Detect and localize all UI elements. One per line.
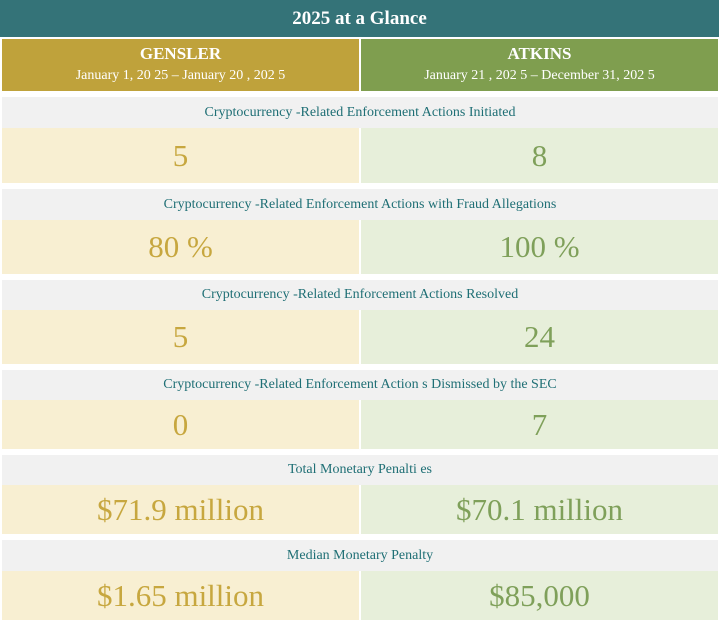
row-label-dismissed: Cryptocurrency -Related Enforcement Action s Dismissed by the SEC <box>2 370 718 400</box>
row-label-fraud: Cryptocurrency -Related Enforcement Actions with Fraud Allegations <box>2 189 718 220</box>
atkins-value-initiated: 8 <box>361 128 718 183</box>
row-label-total-penalties: Total Monetary Penalti es <box>2 455 718 485</box>
atkins-dates: January 21 , 202 5 – December 31, 202 5 <box>424 68 655 83</box>
atkins-value-fraud: 100 % <box>361 220 718 274</box>
atkins-value-total-penalties: $70.1 million <box>361 485 718 534</box>
gensler-dates: January 1, 20 25 – January 20 , 202 5 <box>75 68 286 83</box>
gensler-value-total-penalties: $71.9 million <box>2 485 359 534</box>
atkins-header <box>361 39 718 91</box>
gensler-value-dismissed: 0 <box>2 400 359 449</box>
atkins-value-resolved: 24 <box>361 310 718 364</box>
gensler-value-median-penalty: $1.65 million <box>2 571 359 620</box>
atkins-name: ATKINS <box>507 44 572 63</box>
table-title: 2025 at a Glance <box>0 0 719 37</box>
gensler-value-fraud: 80 % <box>2 220 359 274</box>
gensler-value-initiated: 5 <box>2 128 359 183</box>
atkins-value-median-penalty: $85,000 <box>361 571 718 620</box>
gensler-value-resolved: 5 <box>2 310 359 364</box>
gensler-name: GENSLER <box>139 44 222 63</box>
atkins-value-dismissed: 7 <box>361 400 718 449</box>
row-label-resolved: Cryptocurrency -Related Enforcement Actions Resolved <box>2 280 718 310</box>
row-label-initiated: Cryptocurrency -Related Enforcement Actions Initiated <box>2 97 718 128</box>
gensler-header <box>2 39 359 91</box>
row-label-median-penalty: Median Monetary Penalty <box>2 540 718 571</box>
